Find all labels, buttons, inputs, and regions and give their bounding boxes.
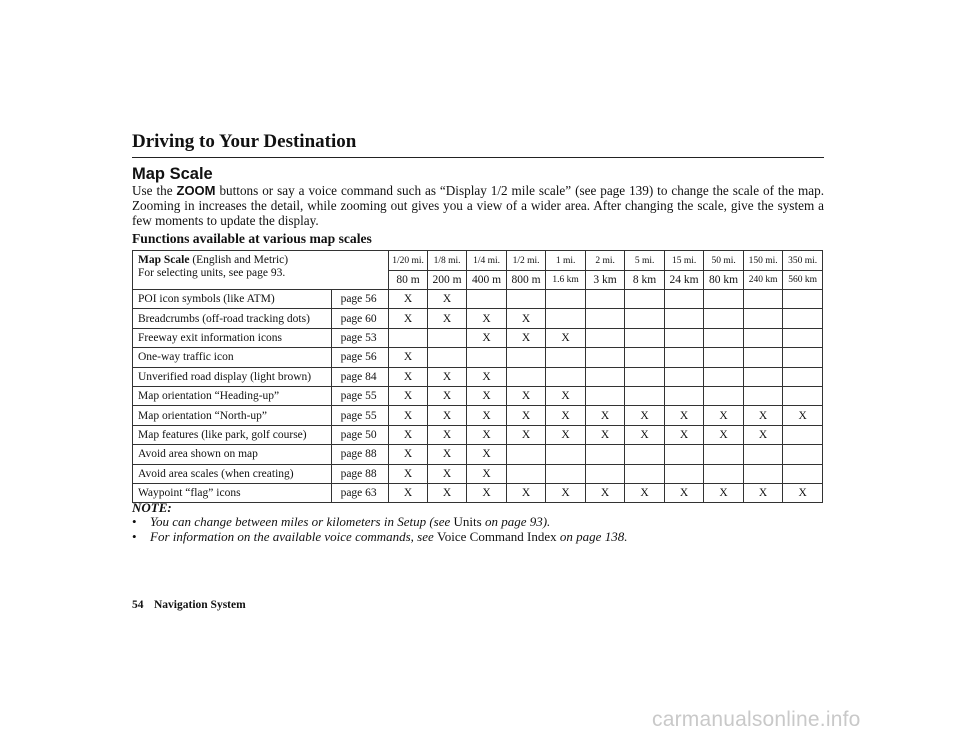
availability-cell xyxy=(783,309,823,328)
availability-cell xyxy=(546,348,586,367)
availability-cell: X xyxy=(427,290,467,309)
function-name-cell: Map orientation “Heading-up” xyxy=(133,386,332,405)
section-title: Driving to Your Destination xyxy=(132,131,357,152)
availability-cell: X xyxy=(506,309,546,328)
availability-cell xyxy=(704,309,744,328)
scale-metric-cell: 400 m xyxy=(467,271,507,290)
availability-cell xyxy=(743,290,783,309)
note-reference: Voice Command Index xyxy=(437,529,557,544)
availability-cell xyxy=(585,290,625,309)
availability-cell: X xyxy=(585,483,625,502)
scale-metric-cell: 3 km xyxy=(585,271,625,290)
availability-cell xyxy=(664,348,704,367)
scale-miles-cell: 1/2 mi. xyxy=(506,251,546,271)
availability-cell: X xyxy=(585,406,625,425)
availability-cell: X xyxy=(546,328,586,347)
scale-miles-cell: 2 mi. xyxy=(585,251,625,271)
availability-cell: X xyxy=(427,425,467,444)
footer-label: Navigation System xyxy=(154,599,246,611)
availability-cell xyxy=(664,386,704,405)
availability-cell: X xyxy=(743,483,783,502)
availability-cell: X xyxy=(389,406,428,425)
page-ref-cell: page 56 xyxy=(331,290,389,309)
availability-cell xyxy=(743,445,783,464)
availability-cell xyxy=(585,386,625,405)
availability-cell: X xyxy=(427,367,467,386)
note-reference: Units xyxy=(453,514,482,529)
scale-metric-cell: 1.6 km xyxy=(546,271,586,290)
availability-cell xyxy=(743,328,783,347)
title-rule xyxy=(132,157,824,158)
availability-cell xyxy=(389,328,428,347)
availability-cell: X xyxy=(389,367,428,386)
scale-miles-cell: 15 mi. xyxy=(664,251,704,271)
availability-cell: X xyxy=(467,386,507,405)
scale-metric-cell: 8 km xyxy=(625,271,665,290)
table-row xyxy=(133,290,823,309)
table-row xyxy=(133,425,823,444)
page-ref-cell: page 50 xyxy=(331,425,389,444)
availability-cell: X xyxy=(546,425,586,444)
page-ref-cell: page 60 xyxy=(331,309,389,328)
note-list xyxy=(132,514,627,544)
availability-cell: X xyxy=(743,406,783,425)
map-scale-table xyxy=(132,250,823,503)
table-row xyxy=(133,348,823,367)
availability-cell xyxy=(585,328,625,347)
availability-cell xyxy=(585,348,625,367)
availability-cell xyxy=(743,386,783,405)
page-ref-cell: page 88 xyxy=(331,464,389,483)
availability-cell: X xyxy=(625,406,665,425)
note-item xyxy=(132,514,627,529)
availability-cell xyxy=(506,290,546,309)
function-name-cell: Avoid area scales (when creating) xyxy=(133,464,332,483)
availability-cell xyxy=(506,367,546,386)
note-heading: NOTE: xyxy=(132,500,172,515)
availability-cell: X xyxy=(546,386,586,405)
table-row xyxy=(133,464,823,483)
scale-miles-cell: 5 mi. xyxy=(625,251,665,271)
availability-cell xyxy=(506,348,546,367)
availability-cell xyxy=(704,367,744,386)
availability-cell xyxy=(664,290,704,309)
bullet: • xyxy=(132,529,137,544)
availability-cell: X xyxy=(467,367,507,386)
map-scale-header xyxy=(133,251,389,290)
availability-cell: X xyxy=(389,386,428,405)
availability-cell: X xyxy=(427,309,467,328)
scale-miles-cell: 50 mi. xyxy=(704,251,744,271)
page-ref-cell: page 84 xyxy=(331,367,389,386)
availability-cell xyxy=(625,328,665,347)
function-name-cell: Breadcrumbs (off-road tracking dots) xyxy=(133,309,332,328)
availability-cell xyxy=(783,290,823,309)
availability-cell xyxy=(546,367,586,386)
availability-cell xyxy=(506,445,546,464)
availability-cell xyxy=(664,464,704,483)
intro-paragraph xyxy=(132,183,824,229)
availability-cell xyxy=(625,386,665,405)
page-number: 54 xyxy=(132,599,144,611)
availability-cell: X xyxy=(427,483,467,502)
function-name-cell: POI icon symbols (like ATM) xyxy=(133,290,332,309)
availability-cell: X xyxy=(389,483,428,502)
note-text: on page 93). xyxy=(481,514,551,529)
note-text: For information on the available voice commands, see xyxy=(150,529,438,544)
page-ref-cell: page 88 xyxy=(331,445,389,464)
availability-cell xyxy=(625,309,665,328)
table-row xyxy=(133,328,823,347)
availability-cell xyxy=(704,290,744,309)
availability-cell: X xyxy=(506,328,546,347)
availability-cell xyxy=(585,309,625,328)
function-name-cell: Map orientation “North-up” xyxy=(133,406,332,425)
availability-cell xyxy=(467,348,507,367)
availability-cell xyxy=(783,367,823,386)
availability-cell xyxy=(704,328,744,347)
scale-metric-cell: 80 km xyxy=(704,271,744,290)
availability-cell: X xyxy=(427,464,467,483)
availability-cell: X xyxy=(704,483,744,502)
page-ref-cell: page 53 xyxy=(331,328,389,347)
availability-cell xyxy=(704,464,744,483)
availability-cell xyxy=(783,386,823,405)
availability-cell: X xyxy=(389,309,428,328)
note-text: You can change between miles or kilometers in Setup (see xyxy=(150,514,454,529)
availability-cell: X xyxy=(783,483,823,502)
availability-cell xyxy=(743,367,783,386)
availability-cell xyxy=(625,445,665,464)
table-row xyxy=(133,309,823,328)
table-row xyxy=(133,367,823,386)
table-row xyxy=(133,386,823,405)
table-title: Functions available at various map scales xyxy=(132,231,372,246)
availability-cell xyxy=(427,348,467,367)
watermark: carmanualsonline.info xyxy=(652,708,861,731)
map-scale-header-label: Map Scale xyxy=(138,254,190,266)
availability-cell xyxy=(625,464,665,483)
availability-cell xyxy=(546,290,586,309)
availability-cell xyxy=(664,328,704,347)
scale-miles-cell: 350 mi. xyxy=(783,251,823,271)
scale-metric-cell: 24 km xyxy=(664,271,704,290)
availability-cell xyxy=(783,425,823,444)
availability-cell: X xyxy=(467,483,507,502)
availability-cell xyxy=(506,464,546,483)
availability-cell xyxy=(704,445,744,464)
page-ref-cell: page 56 xyxy=(331,348,389,367)
availability-cell xyxy=(664,367,704,386)
availability-cell: X xyxy=(625,483,665,502)
function-name-cell: One-way traffic icon xyxy=(133,348,332,367)
availability-cell xyxy=(546,309,586,328)
availability-cell: X xyxy=(546,483,586,502)
availability-cell xyxy=(585,367,625,386)
availability-cell xyxy=(625,367,665,386)
availability-cell: X xyxy=(389,464,428,483)
availability-cell xyxy=(783,445,823,464)
availability-cell: X xyxy=(467,425,507,444)
availability-cell: X xyxy=(467,445,507,464)
scale-miles-cell: 150 mi. xyxy=(743,251,783,271)
scale-metric-cell: 240 km xyxy=(743,271,783,290)
availability-cell: X xyxy=(467,406,507,425)
availability-cell: X xyxy=(664,425,704,444)
availability-cell xyxy=(783,328,823,347)
scale-miles-cell: 1/20 mi. xyxy=(389,251,428,271)
availability-cell xyxy=(783,348,823,367)
availability-cell: X xyxy=(467,464,507,483)
table-row xyxy=(133,445,823,464)
table-row xyxy=(133,406,823,425)
availability-cell: X xyxy=(427,386,467,405)
availability-cell: X xyxy=(585,425,625,444)
note-text: on page 138. xyxy=(556,529,628,544)
map-scale-header-units: (English and Metric) xyxy=(189,254,289,266)
scale-metric-cell: 200 m xyxy=(427,271,467,290)
subsection-title: Map Scale xyxy=(132,165,213,183)
page-ref-cell: page 63 xyxy=(331,483,389,502)
availability-cell: X xyxy=(783,406,823,425)
availability-cell xyxy=(585,464,625,483)
availability-cell: X xyxy=(743,425,783,444)
availability-cell xyxy=(704,386,744,405)
bullet: • xyxy=(132,514,137,529)
page-ref-cell: page 55 xyxy=(331,386,389,405)
availability-cell xyxy=(467,290,507,309)
function-name-cell: Avoid area shown on map xyxy=(133,445,332,464)
scale-miles-cell: 1/4 mi. xyxy=(467,251,507,271)
function-name-cell: Map features (like park, golf course) xyxy=(133,425,332,444)
availability-cell: X xyxy=(506,483,546,502)
function-name-cell: Unverified road display (light brown) xyxy=(133,367,332,386)
availability-cell: X xyxy=(506,425,546,444)
availability-cell xyxy=(625,348,665,367)
availability-cell xyxy=(743,309,783,328)
header-row-miles xyxy=(133,251,823,271)
intro-text-rest: buttons or say a voice command such as “Display 1/2 mile scale” (see page 139) to change the scale of the map. Zooming in increases the detail, while zooming out gives you a view of a wider area. After changing the scale, give the system a few moments to update the display. xyxy=(132,183,824,229)
availability-cell: X xyxy=(389,290,428,309)
availability-cell: X xyxy=(389,348,428,367)
page-ref-cell: page 55 xyxy=(331,406,389,425)
table-row xyxy=(133,483,823,502)
zoom-button-name: ZOOM xyxy=(176,183,216,198)
function-name-cell: Freeway exit information icons xyxy=(133,328,332,347)
scale-metric-cell: 80 m xyxy=(389,271,428,290)
note-item xyxy=(132,529,627,544)
availability-cell: X xyxy=(427,445,467,464)
availability-cell: X xyxy=(704,425,744,444)
availability-cell: X xyxy=(467,328,507,347)
availability-cell: X xyxy=(427,406,467,425)
availability-cell: X xyxy=(625,425,665,444)
function-name-cell: Waypoint “flag” icons xyxy=(133,483,332,502)
scale-metric-cell: 560 km xyxy=(783,271,823,290)
availability-cell: X xyxy=(389,445,428,464)
page-footer xyxy=(132,599,246,611)
availability-cell: X xyxy=(664,406,704,425)
availability-cell xyxy=(585,445,625,464)
map-scale-header-note: For selecting units, see page 93. xyxy=(138,267,286,279)
availability-cell xyxy=(427,328,467,347)
availability-cell xyxy=(664,445,704,464)
availability-cell xyxy=(546,445,586,464)
availability-cell: X xyxy=(467,309,507,328)
scale-metric-cell: 800 m xyxy=(506,271,546,290)
availability-cell xyxy=(783,464,823,483)
availability-cell xyxy=(664,309,704,328)
availability-cell: X xyxy=(546,406,586,425)
availability-cell: X xyxy=(664,483,704,502)
scale-miles-cell: 1/8 mi. xyxy=(427,251,467,271)
availability-cell: X xyxy=(389,425,428,444)
scale-miles-cell: 1 mi. xyxy=(546,251,586,271)
intro-text-start: Use the xyxy=(132,183,177,198)
availability-cell: X xyxy=(704,406,744,425)
availability-cell xyxy=(704,348,744,367)
availability-cell xyxy=(625,290,665,309)
availability-cell: X xyxy=(506,386,546,405)
availability-cell xyxy=(743,464,783,483)
availability-cell xyxy=(743,348,783,367)
availability-cell xyxy=(546,464,586,483)
availability-cell: X xyxy=(506,406,546,425)
